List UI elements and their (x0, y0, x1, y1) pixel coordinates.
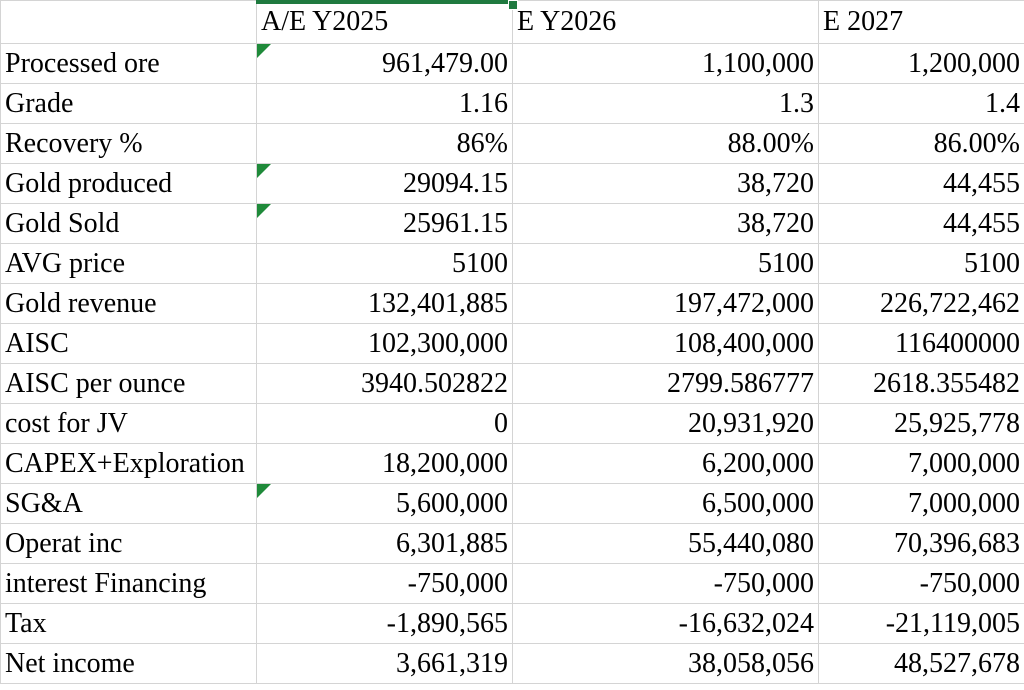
row-label-cell[interactable]: Gold revenue (1, 284, 257, 324)
cell-value: -16,632,024 (678, 608, 814, 639)
cell-value: 0 (494, 408, 508, 439)
table-row (1, 44, 1024, 84)
row-label-cell[interactable]: cost for JV (1, 404, 257, 444)
row-label-cell[interactable]: Processed ore (1, 44, 257, 84)
row-label-cell[interactable]: Operat inc (1, 524, 257, 564)
row-label-cell[interactable]: SG&A (1, 484, 257, 524)
cell-value: 44,455 (943, 208, 1020, 239)
value-cell[interactable] (257, 204, 513, 244)
value-cell[interactable] (257, 644, 513, 684)
value-cell[interactable] (513, 204, 819, 244)
value-cell[interactable] (513, 644, 819, 684)
value-cell[interactable] (819, 284, 1024, 324)
comment-marker-icon (257, 484, 271, 498)
cell-value: 1.4 (985, 88, 1020, 119)
cell-value: -1,890,565 (386, 608, 508, 639)
comment-marker-icon (257, 164, 271, 178)
value-cell[interactable] (257, 524, 513, 564)
value-cell[interactable] (257, 324, 513, 364)
value-cell[interactable] (819, 204, 1024, 244)
cell-value: 961,479.00 (382, 48, 508, 79)
cell-value: 86% (456, 128, 508, 159)
table-row (1, 164, 1024, 204)
comment-marker-icon (257, 44, 271, 58)
table-row (1, 284, 1024, 324)
value-cell[interactable] (257, 84, 513, 124)
value-cell[interactable] (257, 164, 513, 204)
value-cell[interactable] (819, 604, 1024, 644)
cell-value: 1.3 (779, 88, 814, 119)
row-label-cell[interactable]: Grade (1, 84, 257, 124)
cell-value: 116400000 (895, 328, 1020, 359)
value-cell[interactable] (513, 484, 819, 524)
row-label-cell[interactable]: Net income (1, 644, 257, 684)
value-cell[interactable] (513, 564, 819, 604)
table-row (1, 204, 1024, 244)
cell-value: 5,600,000 (396, 488, 508, 519)
value-cell[interactable] (513, 84, 819, 124)
cell-value: 88.00% (727, 128, 814, 159)
value-cell[interactable] (819, 84, 1024, 124)
header-cell-ae-y2025[interactable]: A/E Y2025 (257, 1, 513, 44)
value-cell[interactable] (257, 244, 513, 284)
cell-value: -750,000 (407, 568, 508, 599)
cell-value: 5100 (964, 248, 1020, 279)
table-row (1, 364, 1024, 404)
value-cell[interactable] (257, 124, 513, 164)
header-cell-e-2027[interactable]: E 2027 (819, 1, 1024, 44)
table-row (1, 324, 1024, 364)
cell-value: -750,000 (919, 568, 1020, 599)
cell-value: 2799.586777 (667, 368, 814, 399)
table-row (1, 604, 1024, 644)
value-cell[interactable] (513, 444, 819, 484)
cell-value: 5100 (758, 248, 814, 279)
cell-value: 6,500,000 (702, 488, 814, 519)
table-row (1, 84, 1024, 124)
cell-value: 38,720 (737, 208, 814, 239)
cell-value: 132,401,885 (368, 288, 508, 319)
value-cell[interactable] (819, 44, 1024, 84)
value-cell[interactable] (819, 484, 1024, 524)
cell-value: 70,396,683 (894, 528, 1020, 559)
value-cell[interactable] (257, 44, 513, 84)
value-cell[interactable] (257, 604, 513, 644)
value-cell[interactable] (513, 324, 819, 364)
value-cell[interactable] (819, 564, 1024, 604)
value-cell[interactable] (513, 244, 819, 284)
cell-value: 44,455 (943, 168, 1020, 199)
cell-value: 197,472,000 (674, 288, 814, 319)
value-cell[interactable] (257, 484, 513, 524)
row-label-cell[interactable]: CAPEX+Exploration (1, 444, 257, 484)
table-row (1, 484, 1024, 524)
value-cell[interactable] (513, 124, 819, 164)
value-cell[interactable] (257, 444, 513, 484)
row-label-cell[interactable]: Recovery % (1, 124, 257, 164)
value-cell[interactable] (513, 164, 819, 204)
value-cell[interactable] (819, 244, 1024, 284)
row-label-cell[interactable]: AVG price (1, 244, 257, 284)
cell-value: 5100 (452, 248, 508, 279)
table-row (1, 644, 1024, 684)
cell-value: 108,400,000 (674, 328, 814, 359)
table-row (1, 124, 1024, 164)
row-label-cell[interactable]: AISC per ounce (1, 364, 257, 404)
cell-value: 3940.502822 (361, 368, 508, 399)
value-cell[interactable] (257, 284, 513, 324)
value-cell[interactable] (819, 324, 1024, 364)
value-cell[interactable] (513, 604, 819, 644)
value-cell[interactable] (513, 44, 819, 84)
header-cell-e-y2026[interactable]: E Y2026 (513, 1, 819, 44)
header-row (1, 1, 1024, 44)
value-cell[interactable] (513, 364, 819, 404)
cell-value: 25,925,778 (894, 408, 1020, 439)
cell-value: 38,058,056 (688, 648, 814, 679)
cell-value: 102,300,000 (368, 328, 508, 359)
cell-value: 29094.15 (403, 168, 508, 199)
value-cell[interactable] (819, 644, 1024, 684)
row-label-cell[interactable]: AISC (1, 324, 257, 364)
value-cell[interactable] (819, 364, 1024, 404)
row-label-cell[interactable]: Tax (1, 604, 257, 644)
table-row (1, 244, 1024, 284)
cell-value: 3,661,319 (396, 648, 508, 679)
cell-value: 7,000,000 (908, 448, 1020, 479)
header-cell-blank[interactable] (1, 1, 257, 44)
cell-value: 1.16 (459, 88, 508, 119)
cell-value: 18,200,000 (382, 448, 508, 479)
cell-value: 6,200,000 (702, 448, 814, 479)
cell-value: -21,119,005 (885, 608, 1020, 639)
comment-marker-icon (257, 204, 271, 218)
value-cell[interactable] (819, 164, 1024, 204)
cell-value: 1,100,000 (702, 48, 814, 79)
table-row (1, 404, 1024, 444)
value-cell[interactable] (513, 284, 819, 324)
cell-value: 6,301,885 (396, 528, 508, 559)
cell-value: 38,720 (737, 168, 814, 199)
row-label-cell[interactable]: interest Financing (1, 564, 257, 604)
row-label-cell[interactable]: Gold Sold (1, 204, 257, 244)
value-cell[interactable] (819, 404, 1024, 444)
value-cell[interactable] (819, 124, 1024, 164)
value-cell[interactable] (819, 444, 1024, 484)
value-cell[interactable] (819, 524, 1024, 564)
row-label-cell[interactable]: Gold produced (1, 164, 257, 204)
value-cell[interactable] (513, 524, 819, 564)
value-cell[interactable] (257, 564, 513, 604)
cell-value: 48,527,678 (894, 648, 1020, 679)
cell-value: -750,000 (713, 568, 814, 599)
table-row (1, 564, 1024, 604)
cell-value: 226,722,462 (880, 288, 1020, 319)
cell-value: 2618.355482 (873, 368, 1020, 399)
cell-value: 55,440,080 (688, 528, 814, 559)
cell-value: 86.00% (933, 128, 1020, 159)
cell-value: 7,000,000 (908, 488, 1020, 519)
cell-value: 1,200,000 (908, 48, 1020, 79)
value-cell[interactable] (257, 404, 513, 444)
value-cell[interactable] (513, 404, 819, 444)
cell-value: 25961.15 (403, 208, 508, 239)
table-row (1, 444, 1024, 484)
cell-value: 20,931,920 (688, 408, 814, 439)
table-row (1, 524, 1024, 564)
value-cell[interactable] (257, 364, 513, 404)
